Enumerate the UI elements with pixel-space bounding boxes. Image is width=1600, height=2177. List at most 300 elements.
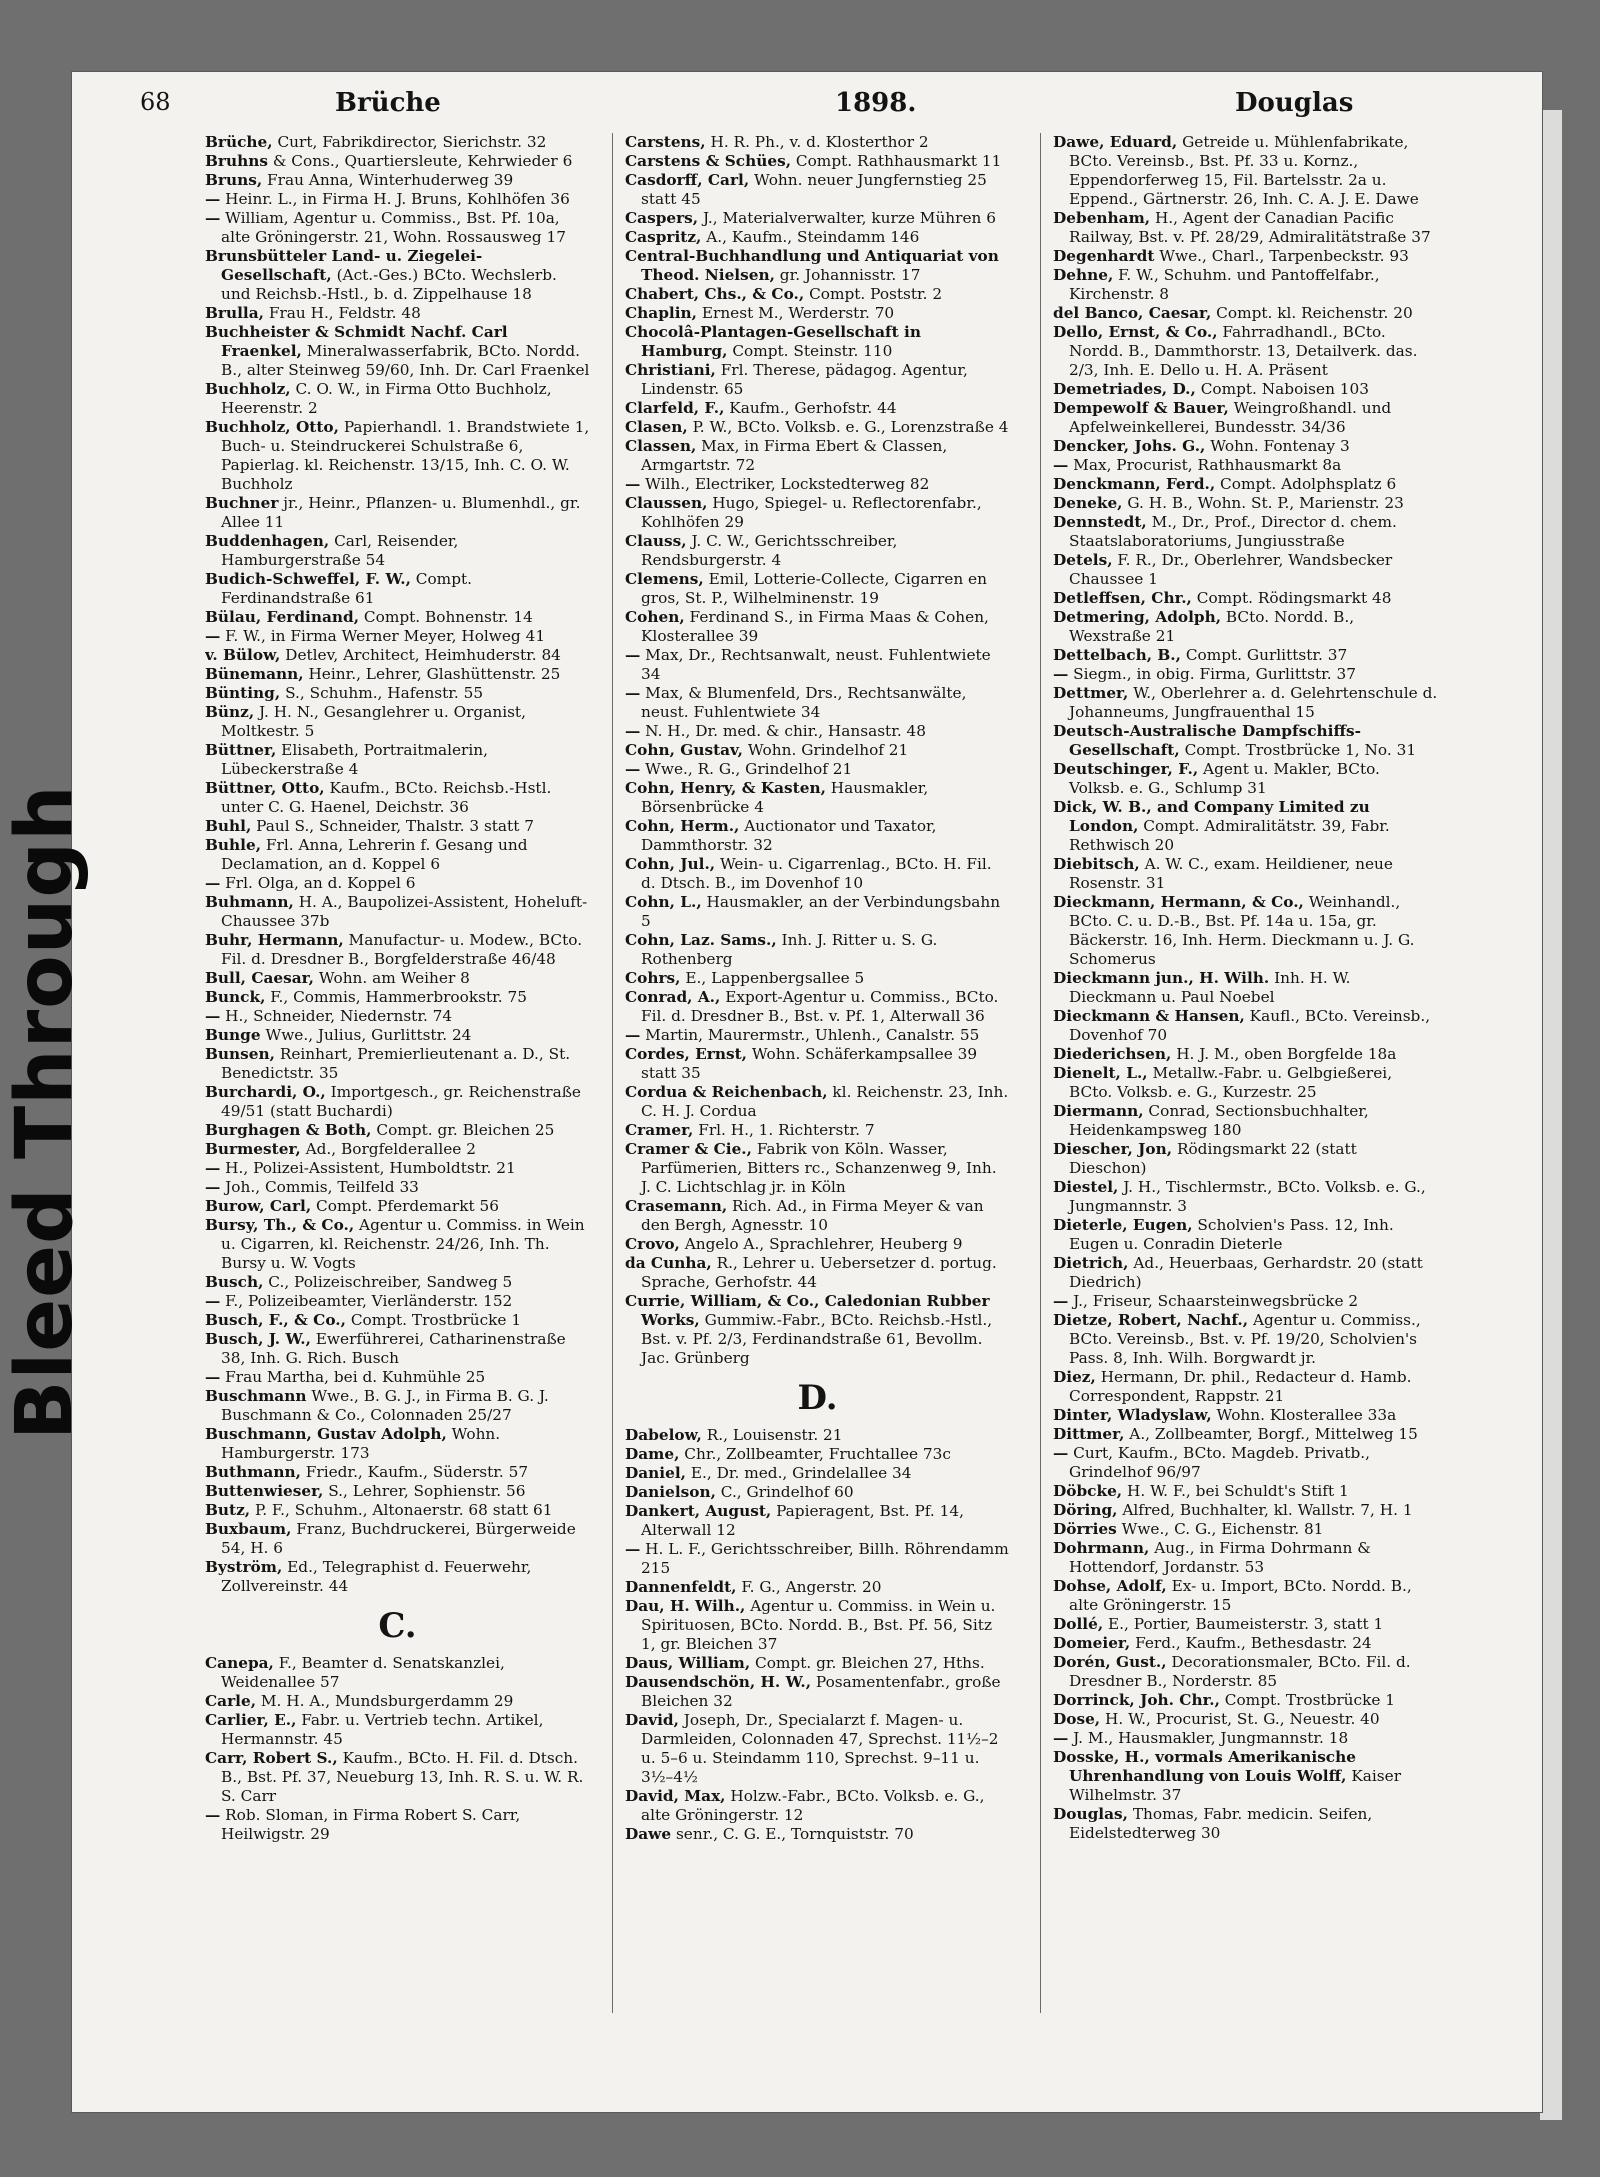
entry-details: Kaufm., Gerhofstr. 44: [724, 399, 897, 417]
entry-name: Busch, J. W.,: [205, 1330, 311, 1348]
entry-name: Burow, Carl,: [205, 1197, 312, 1215]
directory-entry: [625, 1654, 1010, 1673]
entry-name: Central-Buchhandlung und Antiquariat von Theod. Nielsen,: [625, 247, 999, 284]
directory-entry: [1053, 1254, 1438, 1292]
directory-entry: [625, 475, 1010, 494]
directory-entry: [625, 152, 1010, 171]
directory-entry: [1053, 1064, 1438, 1102]
entry-name: Cordua & Reichenbach,: [625, 1083, 828, 1101]
entry-details: Frl. Therese, pädagog. Agentur, Lindenstr. 65: [641, 361, 968, 398]
entry-name: Currie, William, & Co., Caledonian Rubber Works,: [625, 1292, 990, 1329]
directory-entry: [205, 1558, 590, 1596]
entry-details: E., Dr. med., Grindelallee 34: [685, 1464, 912, 1482]
entry-details: Decorationsmaler, BCto. Fil. d. Dresdner B., Norderstr. 85: [1069, 1653, 1411, 1690]
entry-details: F., Polizeibeamter, Vierländerstr. 152: [220, 1292, 513, 1310]
entry-details: F. G., Angerstr. 20: [736, 1578, 882, 1596]
entry-details: J., Materialverwalter, kurze Mühren 6: [698, 209, 996, 227]
entry-details: Wohn. Schäferkampsallee 39 statt 35: [641, 1045, 978, 1082]
directory-entry: [1053, 1425, 1438, 1444]
entry-name: —: [1053, 665, 1069, 683]
entry-name: Crasemann,: [625, 1197, 728, 1215]
entry-name: —: [1053, 456, 1069, 474]
directory-entry: [625, 1426, 1010, 1445]
entry-name: Casdorff, Carl,: [625, 171, 750, 189]
entry-details: Agentur u. Commiss., BCto. Vereinsb., Bst. v. Pf. 19/20, Scholvien's Pass. 8, Inh. Wilh. Borgwardt jr.: [1069, 1311, 1421, 1367]
directory-entry: [205, 874, 590, 893]
directory-entry: [625, 1502, 1010, 1540]
entry-name: Dieckmann jun., H. Wilh.: [1053, 969, 1270, 987]
entry-name: Buhmann,: [205, 893, 294, 911]
entry-details: Ex- u. Import, BCto. Nordd. B., alte Gröningerstr. 15: [1069, 1577, 1412, 1614]
entry-name: Denckmann, Ferd.,: [1053, 475, 1216, 493]
directory-entry: [1053, 760, 1438, 798]
entry-name: Budich-Schweffel, F. W.,: [205, 570, 411, 588]
entry-name: Christiani,: [625, 361, 716, 379]
entry-details: F., Commis, Hammerbrookstr. 75: [265, 988, 527, 1006]
entry-name: Buschmann, Gustav Adolph,: [205, 1425, 447, 1443]
entry-name: —: [205, 627, 221, 645]
directory-entry: [205, 1749, 590, 1806]
directory-entry: [205, 817, 590, 836]
directory-entry: [1053, 1406, 1438, 1425]
directory-entry: [1053, 475, 1438, 494]
directory-entry: [205, 1501, 590, 1520]
entry-name: Carle,: [205, 1692, 257, 1710]
directory-entry: [205, 152, 590, 171]
entry-details: Inh. H. W. Dieckmann u. Paul Noebel: [1069, 969, 1351, 1006]
entry-name: Dieckmann & Hansen,: [1053, 1007, 1245, 1025]
entry-details: Agentur u. Commiss. in Wein u. Spirituosen, BCto. Nordd. B., Bst. Pf. 56, Sitz 1, gr. Bleichen 37: [641, 1597, 996, 1653]
directory-entry: [205, 171, 590, 190]
entry-name: Detels,: [1053, 551, 1113, 569]
directory-entry: [205, 570, 590, 608]
directory-entry: [205, 532, 590, 570]
entry-details: Hausmakler, Börsenbrücke 4: [641, 779, 929, 816]
entry-details: Hermann, Dr. phil., Redacteur d. Hamb. Correspondent, Rappstr. 21: [1069, 1368, 1412, 1405]
directory-entry: [1053, 399, 1438, 437]
directory-entry: [1053, 893, 1438, 969]
directory-entry: [205, 1197, 590, 1216]
entry-name: Carlier, E.,: [205, 1711, 297, 1729]
directory-entry: [625, 1045, 1010, 1083]
entry-details: G. H. B., Wohn. St. P., Marienstr. 23: [1122, 494, 1404, 512]
entry-details: Wilh., Electriker, Lockstedterweg 82: [640, 475, 930, 493]
entry-name: Bursy, Th., & Co.,: [205, 1216, 355, 1234]
directory-entry: [1053, 551, 1438, 589]
entry-details: Compt. Rödingsmarkt 48: [1191, 589, 1392, 607]
entry-name: —: [205, 190, 221, 208]
directory-entry: [625, 855, 1010, 893]
entry-name: Buthmann,: [205, 1463, 301, 1481]
entry-details: H. J. M., oben Borgfelde 18a: [1171, 1045, 1397, 1063]
entry-details: Ad., Heuerbaas, Gerhardstr. 20 (statt Diedrich): [1069, 1254, 1423, 1291]
section-letter: D.: [797, 1378, 838, 1418]
directory-entry: [205, 190, 590, 209]
entry-name: Clauss,: [625, 532, 687, 550]
entry-name: Brunsbütteler Land- u. Ziegelei-Gesellschaft,: [205, 247, 483, 284]
entry-name: Brulla,: [205, 304, 264, 322]
entry-name: Büttner, Otto,: [205, 779, 325, 797]
directory-entry: [625, 494, 1010, 532]
entry-name: Bull, Caesar,: [205, 969, 314, 987]
directory-entry: [625, 1578, 1010, 1597]
entry-details: Ferd., Kaufm., Bethesdastr. 24: [1130, 1634, 1372, 1652]
entry-details: Wwe., B. G. J., in Firma B. G. J. Buschmann & Co., Colonnaden 25/27: [221, 1387, 549, 1424]
directory-entry: [625, 760, 1010, 779]
entry-name: Dempewolf & Bauer,: [1053, 399, 1229, 417]
column-divider-2: [1040, 133, 1041, 2013]
directory-entry: [1053, 380, 1438, 399]
entry-name: Cohn, L.,: [625, 893, 702, 911]
directory-entry: [625, 228, 1010, 247]
entry-name: Buschmann: [205, 1387, 307, 1405]
directory-entry: [205, 1311, 590, 1330]
directory-entry: [205, 1121, 590, 1140]
entry-name: Burchardi, O.,: [205, 1083, 326, 1101]
entry-name: Cramer,: [625, 1121, 694, 1139]
directory-entry: [1053, 133, 1438, 209]
directory-entry: [1053, 1311, 1438, 1368]
directory-entry: [625, 285, 1010, 304]
entry-name: Bünemann,: [205, 665, 304, 683]
entry-details: Detlev, Architect, Heimhuderstr. 84: [280, 646, 561, 664]
entry-details: Ed., Telegraphist d. Feuerwehr, Zollvereinstr. 44: [221, 1558, 532, 1595]
entry-name: Burmester,: [205, 1140, 301, 1158]
entry-details: F., Beamter d. Senatskanzlei, Weidenallee 57: [221, 1654, 505, 1691]
entry-name: Dittmer,: [1053, 1425, 1125, 1443]
directory-entry: [205, 1463, 590, 1482]
entry-name: Diermann,: [1053, 1102, 1144, 1120]
entry-name: Cohrs,: [625, 969, 681, 987]
entry-details: Reinhart, Premierlieutenant a. D., St. Benedictstr. 35: [221, 1045, 571, 1082]
entry-details: Wohn. Hamburgerstr. 173: [221, 1425, 501, 1462]
directory-entry: [1053, 1805, 1438, 1843]
entry-details: C. O. W., in Firma Otto Buchholz, Heerenstr. 2: [221, 380, 552, 417]
entry-details: Papieragent, Bst. Pf. 14, Alterwall 12: [641, 1502, 964, 1539]
column-3: [1053, 133, 1438, 2033]
entry-name: Buxbaum,: [205, 1520, 292, 1538]
entry-details: Compt. kl. Reichenstr. 20: [1211, 304, 1413, 322]
entry-details: Compt. Rathhausmarkt 11: [791, 152, 1002, 170]
entry-name: Dieterle, Eugen,: [1053, 1216, 1193, 1234]
directory-entry: [1053, 1748, 1438, 1805]
directory-entry: [625, 323, 1010, 361]
entry-name: Dennstedt,: [1053, 513, 1147, 531]
entry-details: Ewerführerei, Catharinenstraße 38, Inh. G. Rich. Busch: [221, 1330, 566, 1367]
directory-entry: [205, 247, 590, 304]
directory-entry: [1053, 1292, 1438, 1311]
directory-entry: [625, 1083, 1010, 1121]
entry-name: Bruhns: [205, 152, 268, 170]
entry-name: Daniel,: [625, 1464, 686, 1482]
entry-details: Papierhandl. 1. Brandstwiete 1, Buch- u. Steindruckerei Schulstraße 6, Papierlag. kl. Reichenstr. 13/15, Inh. C. O. W. Buchholz: [221, 418, 590, 493]
directory-entry: [1053, 1653, 1438, 1691]
directory-entry: [625, 1445, 1010, 1464]
entry-details: Manufactur- u. Modew., BCto. Fil. d. Dresdner B., Borgfelderstraße 46/48: [221, 931, 583, 968]
entry-name: Chocolâ-Plantagen-Gesellschaft in Hamburg,: [625, 323, 921, 360]
entry-name: Cohn, Henry, & Kasten,: [625, 779, 826, 797]
directory-entry: [205, 1026, 590, 1045]
entry-name: Buhle,: [205, 836, 262, 854]
entry-details: J. H. N., Gesanglehrer u. Organist, Moltkestr. 5: [221, 703, 526, 740]
directory-entry: [205, 1482, 590, 1501]
entry-name: Cohn, Gustav,: [625, 741, 744, 759]
entry-details: Angelo A., Sprachlehrer, Heuberg 9: [679, 1235, 963, 1253]
entry-details: Wohn. am Weiher 8: [313, 969, 470, 987]
directory-entry: [1053, 1178, 1438, 1216]
entry-details: H. R. Ph., v. d. Klosterthor 2: [705, 133, 929, 151]
entry-details: Joseph, Dr., Specialarzt f. Magen- u. Darmleiden, Colonnaden 47, Sprechst. 11½–2 u. 5–6 u. Steindamm 110, Sprechst. 9–11 u. 3½–4½: [641, 1711, 999, 1786]
directory-entry: [625, 247, 1010, 285]
directory-entry: [1053, 323, 1438, 380]
entry-details: Compt. Steinstr. 110: [727, 342, 893, 360]
directory-entry: [205, 779, 590, 817]
entry-details: Kaufm., BCto. H. Fil. d. Dtsch. B., Bst. Pf. 37, Neueburg 13, Inh. R. S. u. W. R. S. Carr: [221, 1749, 584, 1805]
entry-details: Wohn. Klosterallee 33a: [1211, 1406, 1397, 1424]
directory-entry: [205, 836, 590, 874]
directory-entry: [205, 1007, 590, 1026]
directory-entry: [205, 494, 590, 532]
entry-name: —: [205, 874, 221, 892]
column-2: [625, 133, 1010, 2033]
entry-name: David,: [625, 1711, 679, 1729]
directory-entry: [1053, 437, 1438, 456]
entry-name: —: [625, 760, 641, 778]
directory-entry: [625, 1540, 1010, 1578]
entry-details: Compt. Naboisen 103: [1195, 380, 1369, 398]
directory-entry: [625, 741, 1010, 760]
page-number: 68: [140, 88, 171, 116]
entry-name: Bünz,: [205, 703, 255, 721]
entry-details: Mineralwasserfabrik, BCto. Nordd. B., alter Steinweg 59/60, Inh. Dr. Carl Fraenkel: [221, 342, 590, 379]
entry-name: Detmering, Adolph,: [1053, 608, 1222, 626]
entry-details: kl. Reichenstr. 23, Inh. C. H. J. Cordua: [641, 1083, 1009, 1120]
entry-name: Dieckmann, Hermann, & Co.,: [1053, 893, 1304, 911]
directory-entry: [1053, 665, 1438, 684]
entry-details: Conrad, Sectionsbuchhalter, Heidenkampsweg 180: [1069, 1102, 1369, 1139]
entry-details: E., Portier, Baumeisterstr. 3, statt 1: [1103, 1615, 1384, 1633]
directory-entry: [625, 817, 1010, 855]
entry-name: Dehne,: [1053, 266, 1114, 284]
entry-details: Auctionator und Taxator, Dammthorstr. 32: [641, 817, 937, 854]
entry-name: —: [625, 646, 641, 664]
entry-name: Dorén, Gust.,: [1053, 1653, 1167, 1671]
entry-details: Wwe., Charl., Tarpenbeckstr. 93: [1154, 247, 1409, 265]
directory-entry: [205, 1292, 590, 1311]
entry-name: Dinter, Wladyslaw,: [1053, 1406, 1212, 1424]
entry-details: Max, Procurist, Rathhausmarkt 8a: [1068, 456, 1342, 474]
directory-entry: [625, 608, 1010, 646]
directory-entry: [205, 323, 590, 380]
directory-entry: [205, 1368, 590, 1387]
directory-entry: [205, 969, 590, 988]
entry-details: Kaufl., BCto. Vereinsb., Dovenhof 70: [1069, 1007, 1431, 1044]
entry-details: Kaiser Wilhelmstr. 37: [1069, 1767, 1402, 1804]
directory-entry: [205, 380, 590, 418]
entry-details: Posamentenfabr., große Bleichen 32: [641, 1673, 1001, 1710]
entry-name: Bunck,: [205, 988, 266, 1006]
entry-name: Brüche,: [205, 133, 273, 151]
directory-entry: [625, 684, 1010, 722]
directory-entry: [1053, 1539, 1438, 1577]
entry-details: Aug., in Firma Dohrmann & Hottendorf, Jordanstr. 53: [1069, 1539, 1371, 1576]
entry-name: Clasen,: [625, 418, 688, 436]
entry-details: Importgesch., gr. Reichenstraße 49/51 (statt Buchardi): [221, 1083, 581, 1120]
entry-details: C., Polizeischreiber, Sandweg 5: [263, 1273, 513, 1291]
directory-entry: [625, 646, 1010, 684]
entry-name: Dawe, Eduard,: [1053, 133, 1178, 151]
entry-name: del Banco, Caesar,: [1053, 304, 1212, 322]
entry-name: Buchheister & Schmidt Nachf. Carl Fraenkel,: [205, 323, 508, 360]
directory-entry: [205, 1387, 590, 1425]
entry-details: Inh. J. Ritter u. S. G. Rothenberg: [641, 931, 938, 968]
entry-name: David, Max,: [625, 1787, 726, 1805]
entry-name: Domeier,: [1053, 1634, 1131, 1652]
directory-entry: [1053, 722, 1438, 760]
directory-entry: [625, 1121, 1010, 1140]
directory-entry: [625, 209, 1010, 228]
entry-details: Heinr., Lehrer, Glashüttenstr. 25: [303, 665, 561, 683]
entry-name: Buhr, Hermann,: [205, 931, 344, 949]
directory-entry: [625, 893, 1010, 931]
directory-entry: [1053, 1577, 1438, 1615]
directory-entry: [625, 1673, 1010, 1711]
entry-name: Bünting,: [205, 684, 281, 702]
entry-name: Clemens,: [625, 570, 704, 588]
directory-entry: [625, 570, 1010, 608]
entry-details: & Cons., Quartiersleute, Kehrwieder 6: [267, 152, 573, 170]
entry-name: Debenham,: [1053, 209, 1151, 227]
entry-details: Frl. H., 1. Richterstr. 7: [693, 1121, 875, 1139]
entry-name: Bruns,: [205, 171, 263, 189]
entry-details: Friedr., Kaufm., Süderstr. 57: [300, 1463, 529, 1481]
entry-details: Compt. Admiralitätstr. 39, Fabr. Rethwisch 20: [1069, 817, 1390, 854]
entry-name: Dannenfeldt,: [625, 1578, 737, 1596]
entry-name: Cohn, Laz. Sams.,: [625, 931, 777, 949]
entry-name: Deutschinger, F.,: [1053, 760, 1199, 778]
directory-entry: [625, 931, 1010, 969]
entry-name: Dausendschön, H. W.,: [625, 1673, 812, 1691]
directory-entry: [625, 1235, 1010, 1254]
directory-entry: [205, 988, 590, 1007]
entry-details: Compt. Poststr. 2: [804, 285, 943, 303]
entry-details: P. F., Schuhm., Altonaerstr. 68 statt 61: [250, 1501, 553, 1519]
entry-name: Cohn, Herm.,: [625, 817, 740, 835]
entry-name: —: [205, 1178, 221, 1196]
directory-entry: [625, 361, 1010, 399]
entry-details: H. W., Procurist, St. G., Neuestr. 40: [1100, 1710, 1380, 1728]
entry-name: Dencker, Johs. G.,: [1053, 437, 1206, 455]
scan-edge-strip: [1540, 110, 1562, 2120]
directory-entry: [625, 969, 1010, 988]
directory-entry: [1053, 1102, 1438, 1140]
directory-entry: [1053, 1634, 1438, 1653]
entry-details: Rich. Ad., in Firma Meyer & van den Bergh, Agnesstr. 10: [641, 1197, 984, 1234]
entry-details: Alfred, Buchhalter, kl. Wallstr. 7, H. 1: [1117, 1501, 1413, 1519]
entry-name: Classen,: [625, 437, 697, 455]
entry-details: N. H., Dr. med. & chir., Hansastr. 48: [640, 722, 927, 740]
column-1: [205, 133, 590, 2033]
directory-entry: [205, 665, 590, 684]
entry-details: Compt. Trostbrücke 1: [1219, 1691, 1396, 1709]
entry-name: Döbcke,: [1053, 1482, 1123, 1500]
entry-name: Döring,: [1053, 1501, 1118, 1519]
entry-details: F. W., Schuhm. und Pantoffelfabr., Kirchenstr. 8: [1069, 266, 1380, 303]
entry-details: Getreide u. Mühlenfabrikate, BCto. Vereinsb., Bst. Pf. 33 u. Kornz., Eppendorferweg 15, Fil. Bartelsstr. 2a u. Eppend., Gärtnerstr. 26, Inh. C. A. J. E. Dawe: [1069, 133, 1419, 208]
entry-name: Diestel,: [1053, 1178, 1119, 1196]
directory-entry: [1053, 513, 1438, 551]
entry-details: Compt. gr. Bleichen 25: [371, 1121, 555, 1139]
entry-name: Dollé,: [1053, 1615, 1104, 1633]
directory-entry: [205, 741, 590, 779]
entry-details: Agent u. Makler, BCto. Volksb. e. G., Schlump 31: [1069, 760, 1380, 797]
entry-name: Buchner: [205, 494, 279, 512]
entry-name: Busch, F., & Co.,: [205, 1311, 346, 1329]
entry-details: Max, in Firma Ebert & Classen, Armgartstr. 72: [641, 437, 948, 474]
directory-entry: [625, 437, 1010, 475]
entry-name: Caspers,: [625, 209, 699, 227]
directory-entry: [1053, 1045, 1438, 1064]
entry-details: Joh., Commis, Teilfeld 33: [220, 1178, 419, 1196]
entry-details: Paul S., Schneider, Thalstr. 3 statt 7: [251, 817, 534, 835]
entry-name: Dettmer,: [1053, 684, 1129, 702]
directory-entry: [1053, 1729, 1438, 1748]
entry-name: Dabelow,: [625, 1426, 702, 1444]
directory-entry: [205, 1520, 590, 1558]
entry-details: Frl. Anna, Lehrerin f. Gesang und Declamation, an d. Koppel 6: [221, 836, 528, 873]
entry-details: Frau Anna, Winterhuderweg 39: [262, 171, 514, 189]
entry-details: H., Polizei-Assistent, Humboldtstr. 21: [220, 1159, 516, 1177]
entry-details: BCto. Nordd. B., Wexstraße 21: [1069, 608, 1355, 645]
entry-name: —: [625, 684, 641, 702]
entry-details: jr., Heinr., Pflanzen- u. Blumenhdl., gr. Allee 11: [221, 494, 581, 531]
entry-name: Buchholz, Otto,: [205, 418, 339, 436]
directory-entry: [205, 1273, 590, 1292]
entry-name: —: [1053, 1292, 1069, 1310]
entry-name: Dorrinck, Joh. Chr.,: [1053, 1691, 1220, 1709]
entry-details: Scholvien's Pass. 12, Inh. Eugen u. Conradin Dieterle: [1069, 1216, 1394, 1253]
directory-entry: [625, 1464, 1010, 1483]
directory-entry: [1053, 266, 1438, 304]
directory-entry: [1053, 684, 1438, 722]
directory-entry: [205, 1178, 590, 1197]
entry-name: Deutsch-Australische Dampfschiffs-Gesellschaft,: [1053, 722, 1361, 759]
directory-entry: [205, 1654, 590, 1692]
entry-details: Fabrik von Köln. Wasser, Parfümerien, Bitters rc., Schanzenweg 9, Inh. J. C. Lichtschlag jr. in Köln: [641, 1140, 997, 1196]
directory-entry: [205, 1711, 590, 1749]
entry-name: —: [1053, 1444, 1069, 1462]
entry-name: —: [205, 1806, 221, 1824]
entry-details: Curt, Kaufm., BCto. Magdeb. Privatb., Grindelhof 96/97: [1068, 1444, 1370, 1481]
entry-name: Diescher, Jon,: [1053, 1140, 1173, 1158]
entry-details: Martin, Maurermstr., Uhlenh., Canalstr. 55: [640, 1026, 980, 1044]
directory-entry: [205, 1216, 590, 1273]
entry-name: Caspritz,: [625, 228, 702, 246]
header-right-word: Douglas: [1235, 88, 1354, 118]
entry-name: Dietrich,: [1053, 1254, 1129, 1272]
entry-name: Diez,: [1053, 1368, 1096, 1386]
entry-name: —: [205, 209, 221, 227]
entry-name: Diederichsen,: [1053, 1045, 1172, 1063]
entry-details: H. L. F., Gerichtsschreiber, Billh. Röhrendamm 215: [640, 1540, 1009, 1577]
entry-name: Conrad, A.,: [625, 988, 721, 1006]
directory-entry: [625, 1197, 1010, 1235]
directory-entry: [1053, 969, 1438, 1007]
entry-details: Fabr. u. Vertrieb techn. Artikel, Hermannstr. 45: [221, 1711, 544, 1748]
entry-name: Busch,: [205, 1273, 264, 1291]
entry-details: Compt. Trostbrücke 1: [345, 1311, 522, 1329]
entry-name: Detleffsen, Chr.,: [1053, 589, 1192, 607]
